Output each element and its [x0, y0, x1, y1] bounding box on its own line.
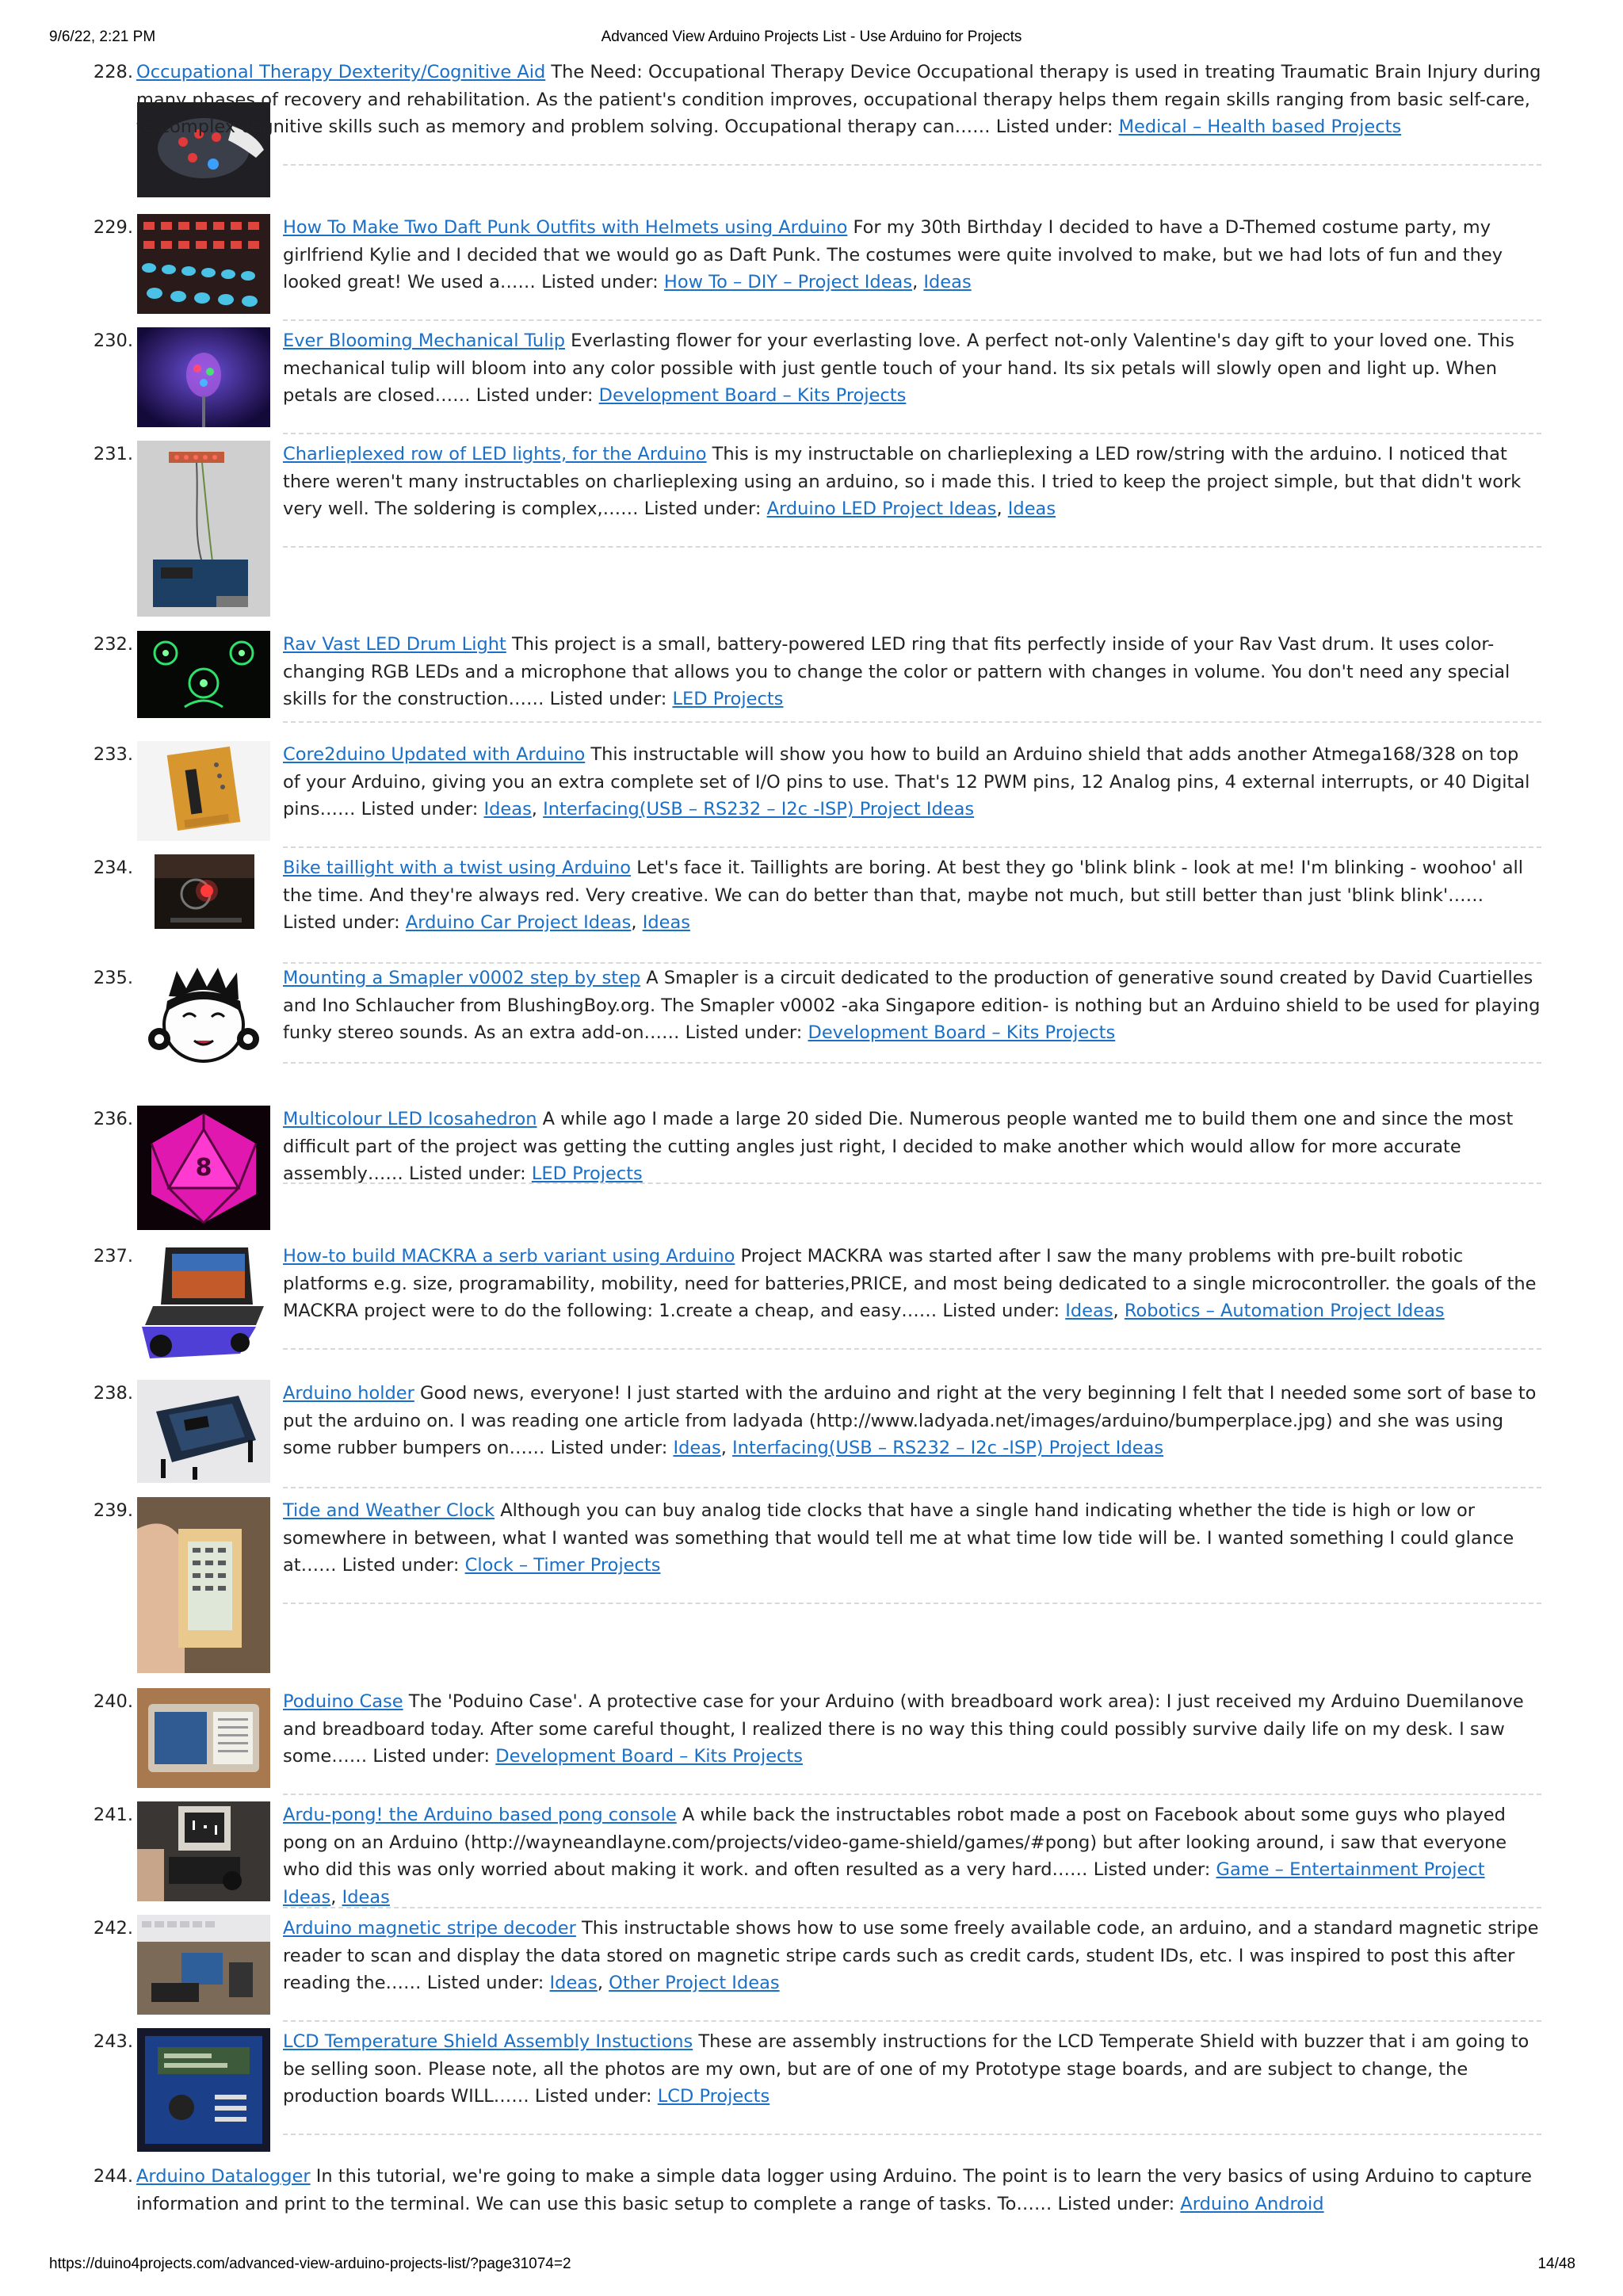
divider	[283, 2020, 1541, 2022]
page-title: Advanced View Arduino Projects List - Use Arduino for Projects	[601, 29, 1022, 45]
item-number: 236.	[93, 1109, 133, 1129]
item-description: How To Make Two Daft Punk Outfits with Helmets using Arduino For my 30th Birthday I decided to have a D-Themed costume party, my girlfriend Kylie and I decided that we would go as Daft Punk. The costumes were quite involved to make, but we had lots of fun and they looked great! We used a…… Listed under: How To – DIY – Project Ideas, Ideas	[283, 217, 1503, 292]
item-description: Core2duino Updated with Arduino This instructable will show you how to build an Arduino shield that adds another Atmega168/328 on top of your Arduino, giving you an extra complete set of I/O pins to use. That's 12 PWM pins, 12 Analog pins, 4 external interrupts, or 40 Digital pins…… Listed under: Ideas, Interfacing(USB – RS232 – I2c -ISP) Project Ideas	[283, 744, 1530, 819]
item-description: Tide and Weather Clock Although you can buy analog tide clocks that have a single hand indicating whether the tide is high or low or somewhere in between, what I wanted was something that would tell me at what time low tide will be. I wanted something I could glance at…… Listed under: Clock – Timer Projects	[283, 1500, 1514, 1576]
item-number: 231.	[93, 444, 133, 464]
project-thumbnail[interactable]	[137, 741, 270, 841]
category-link[interactable]: Game – Entertainment Project Ideas	[283, 1859, 1485, 1908]
category-link[interactable]: Robotics – Automation Project Ideas	[1124, 1301, 1445, 1321]
print-header	[0, 29, 1623, 48]
category-link[interactable]: How To – DIY – Project Ideas	[663, 272, 913, 292]
divider	[283, 846, 1541, 848]
item-number: 242.	[93, 1918, 133, 1939]
project-thumbnail[interactable]	[137, 1380, 270, 1483]
print-datetime: 9/6/22, 2:21 PM	[49, 29, 156, 45]
category-link[interactable]: Ideas	[923, 272, 972, 292]
category-link[interactable]: Ideas	[642, 912, 690, 933]
project-title-link[interactable]: Occupational Therapy Dexterity/Cognitive Aid	[136, 62, 546, 82]
item-description: LCD Temperature Shield Assembly Instuctions These are assembly instructions for the LCD Temperate Shield with buzzer that i am going to be selling soon. Please note, all the photos are my own, but are of one of my Prototype stage boards, and are subject to change, the production boards WILL…… Listed under: LCD Projects	[283, 2031, 1529, 2107]
category-link[interactable]: Arduino Car Project Ideas	[405, 912, 632, 933]
item-number: 232.	[93, 634, 133, 655]
category-link[interactable]: Medical – Health based Projects	[1118, 117, 1402, 137]
project-title-link[interactable]: Rav Vast LED Drum Light	[283, 634, 506, 655]
item-number: 241.	[93, 1805, 133, 1825]
divider	[283, 1182, 1541, 1184]
project-title-link[interactable]: Arduino Datalogger	[136, 2166, 311, 2187]
project-title-link[interactable]: How-to build MACKRA a serb variant using Arduino	[283, 1246, 735, 1266]
project-thumbnail[interactable]	[137, 965, 270, 1075]
category-link[interactable]: Ideas	[483, 799, 532, 819]
divider	[283, 1603, 1541, 1604]
project-thumbnail[interactable]	[137, 1688, 270, 1788]
item-number: 228.	[93, 62, 133, 82]
project-title-link[interactable]: Tide and Weather Clock	[283, 1500, 495, 1521]
category-link[interactable]: Interfacing(USB – RS232 – I2c -ISP) Project Ideas	[543, 799, 975, 819]
project-title-link[interactable]: Mounting a Smapler v0002 step by step	[283, 968, 641, 988]
divider	[283, 1794, 1541, 1795]
divider	[283, 546, 1541, 548]
page-number: 14/48	[1537, 2256, 1575, 2272]
item-description: Bike taillight with a twist using Arduino Let's face it. Taillights are boring. At best they go 'blink blink - look at me! I'm blinking - woohoo' all the time. And they're always red. Very creative. We can do better than that, maybe not much, but still better than just 'blink blink'…… Listed under: Arduino Car Project Ideas, Ideas	[283, 858, 1523, 933]
project-thumbnail[interactable]	[137, 631, 270, 718]
category-link[interactable]: Other Project Ideas	[609, 1973, 780, 1993]
divider	[283, 962, 1541, 964]
divider	[283, 164, 1541, 166]
item-number: 244.	[93, 2166, 133, 2187]
project-thumbnail[interactable]	[155, 854, 254, 929]
item-description: Arduino Datalogger In this tutorial, we're going to make a simple data logger using Arduino. The point is to learn the very basics of using Arduino to capture information and print to the terminal. We can use this basic setup to complete a range of tasks. To…… Listed under: Arduino Android	[136, 2166, 1532, 2214]
item-number: 239.	[93, 1500, 133, 1521]
item-description: Mounting a Smapler v0002 step by step A Smapler is a circuit dedicated to the production of generative sound created by David Cuartielles and Ino Schlaucher from BlushingBoy.org. The Smapler v0002 -aka Singapore edition- is nothing but an Arduino shield to be used for playing funky stereo sounds. As an extra add-on…… Listed under: Development Board – Kits Projects	[283, 968, 1541, 1043]
project-title-link[interactable]: Core2duino Updated with Arduino	[283, 744, 586, 765]
item-description: Poduino Case The 'Poduino Case'. A protective case for your Arduino (with breadboard work area): I just received my Arduino Duemilanove and breadboard today. After some careful thought, I realized there is no way this thing could possibly survive daily life on my desk. I saw some…… Listed under: Development Board – Kits Projects	[283, 1691, 1524, 1767]
project-title-link[interactable]: Poduino Case	[283, 1691, 403, 1712]
divider	[283, 433, 1541, 434]
item-description: Rav Vast LED Drum Light This project is a small, battery-powered LED ring that fits perfectly inside of your Rav Vast drum. It uses color-changing RGB LEDs and a microphone that allows you to change the color or pattern with changes in volume. You don't need any special skills for the construction…… Listed under: LED Projects	[283, 634, 1510, 709]
project-thumbnail[interactable]	[137, 1801, 270, 1901]
project-title-link[interactable]: Charlieplexed row of LED lights, for the Arduino	[283, 444, 707, 464]
category-link[interactable]: Arduino LED Project Ideas	[766, 499, 997, 519]
category-link[interactable]: Development Board – Kits Projects	[808, 1022, 1116, 1043]
item-description: Charlieplexed row of LED lights, for the Arduino This is my instructable on charlieplexing a LED row/string with the arduino. I noticed that there weren't many instructables on charlieplexing using an arduino, so i made this. I tried to keep the project simple, but that didn't work very well. The soldering is complex,…… Listed under: Arduino LED Project Ideas, Ideas	[283, 444, 1522, 519]
item-description: How-to build MACKRA a serb variant using Arduino Project MACKRA was started after I saw the many problems with pre-built robotic platforms e.g. size, programability, mobility, need for batteries,PRICE, and most being dedicated to a single microcontroller. the goals of the MACKRA project were to do the following: 1.create a cheap, and easy…… Listed under: Ideas, Robotics – Automation Project Ideas	[283, 1246, 1537, 1321]
divider	[283, 1348, 1541, 1350]
item-description: Ever Blooming Mechanical Tulip Everlasting flower for your everlasting love. A perfect not-only Valentine's day gift to your loved one. This mechanical tulip will bloom into any color possible with just gentle touch of your hand. Its six petals will slowly open and light up. When petals are closed…… Listed under: Development Board – Kits Projects	[283, 330, 1514, 406]
category-link[interactable]: Ideas	[673, 1438, 721, 1458]
project-title-link[interactable]: How To Make Two Daft Punk Outfits with Helmets using Arduino	[283, 217, 848, 238]
item-number: 234.	[93, 858, 133, 878]
project-title-link[interactable]: Bike taillight with a twist using Arduino	[283, 858, 632, 878]
item-description: Arduino magnetic stripe decoder This instructable shows how to use some freely available code, an arduino, and a standard magnetic stripe reader to scan and display the data stored on magnetic stripe cards such as credit cards, student IDs, etc. I was inspired to post this after reading the…… Listed under: Ideas, Other Project Ideas	[283, 1918, 1539, 1993]
divider	[283, 319, 1541, 321]
category-link[interactable]: Development Board – Kits Projects	[495, 1746, 803, 1767]
project-title-link[interactable]: Multicolour LED Icosahedron	[283, 1109, 537, 1129]
category-link[interactable]: Ideas	[1007, 499, 1056, 519]
project-thumbnail[interactable]	[137, 1243, 270, 1368]
category-link[interactable]: Ideas	[549, 1973, 598, 1993]
item-number: 240.	[93, 1691, 133, 1712]
svg-text:8: 8	[195, 1154, 212, 1182]
divider	[283, 1062, 1541, 1064]
project-title-link[interactable]: Ardu-pong! the Arduino based pong console	[283, 1805, 677, 1825]
print-footer	[0, 2256, 1623, 2275]
category-link[interactable]: Arduino Android	[1180, 2193, 1324, 2214]
category-link[interactable]: Interfacing(USB – RS232 – I2c -ISP) Project Ideas	[732, 1438, 1164, 1458]
category-link[interactable]: LCD Projects	[657, 2086, 770, 2107]
item-description: Multicolour LED Icosahedron A while ago I made a large 20 sided Die. Numerous people wanted me to build them one and since the most difficult part of the project was getting the cutting angles just right, I decided to make another which would allow for more accurate assembly…… Listed under: LED Projects	[283, 1109, 1514, 1184]
item-number: 235.	[93, 968, 133, 988]
item-number: 233.	[93, 744, 133, 765]
item-number: 230.	[93, 330, 133, 351]
item-number: 237.	[93, 1246, 133, 1266]
item-number: 243.	[93, 2031, 133, 2052]
divider	[283, 721, 1541, 723]
project-thumbnail[interactable]	[137, 327, 270, 427]
project-thumbnail[interactable]	[137, 2028, 270, 2152]
category-link[interactable]: Ideas	[342, 1886, 390, 1908]
project-thumbnail[interactable]	[137, 1497, 270, 1673]
project-thumbnail[interactable]	[137, 1106, 270, 1230]
divider	[283, 1907, 1541, 1908]
project-title-link[interactable]: Arduino magnetic stripe decoder	[283, 1918, 576, 1939]
item-number: 229.	[93, 217, 133, 238]
category-link[interactable]: LED Projects	[531, 1163, 643, 1184]
item-description: Ardu-pong! the Arduino based pong console A while back the instructables robot made a post on Facebook about some guys who played pong on an Arduino (http://wayneandlayne.com/projects/video-game-shield/games/#pong) but after looking around, i saw that everyone who did this was only worried about making it work. and often resulted as a very hard…… Listed under: Game – Entertainment Project Ideas, Ideas	[283, 1805, 1507, 1908]
project-thumbnail[interactable]	[137, 214, 270, 314]
category-link[interactable]: LED Projects	[672, 689, 784, 709]
item-description: Arduino holder Good news, everyone! I just started with the arduino and right at the very beginning I felt that I needed some sort of base to put the arduino on. I was reading one article from ladyada (http://www.ladyada.net/images/arduino/bumperplace.jpg) and she was using some rubber bumpers on…… Listed under: Ideas, Interfacing(USB – RS232 – I2c -ISP) Project Ideas	[283, 1383, 1537, 1458]
category-link[interactable]: Development Board – Kits Projects	[598, 385, 907, 406]
item-description: Occupational Therapy Dexterity/Cognitive Aid The Need: Occupational Therapy Device Occupational therapy is used in treating Traumatic Brain Injury during many phases of recovery and rehabilitation. As the patient's condition improves, occupational therapy helps them regain skills ranging from basic self-care, to complex cognitive skills such as memory and problem solving. Occupational therapy can…… Listed under: Medical – Health based Projects	[136, 62, 1541, 137]
project-title-link[interactable]: Arduino holder	[283, 1383, 414, 1404]
divider	[283, 2134, 1541, 2135]
page-url: https://duino4projects.com/advanced-view-arduino-projects-list/?page31074=2	[49, 2256, 571, 2272]
project-thumbnail[interactable]	[137, 1915, 270, 2015]
category-link[interactable]: Clock – Timer Projects	[464, 1555, 661, 1576]
divider	[283, 1487, 1541, 1488]
project-title-link[interactable]: LCD Temperature Shield Assembly Instuctions	[283, 2031, 693, 2052]
project-title-link[interactable]: Ever Blooming Mechanical Tulip	[283, 330, 565, 351]
item-number: 238.	[93, 1383, 133, 1404]
category-link[interactable]: Ideas	[1065, 1301, 1113, 1321]
project-thumbnail[interactable]	[137, 441, 270, 617]
